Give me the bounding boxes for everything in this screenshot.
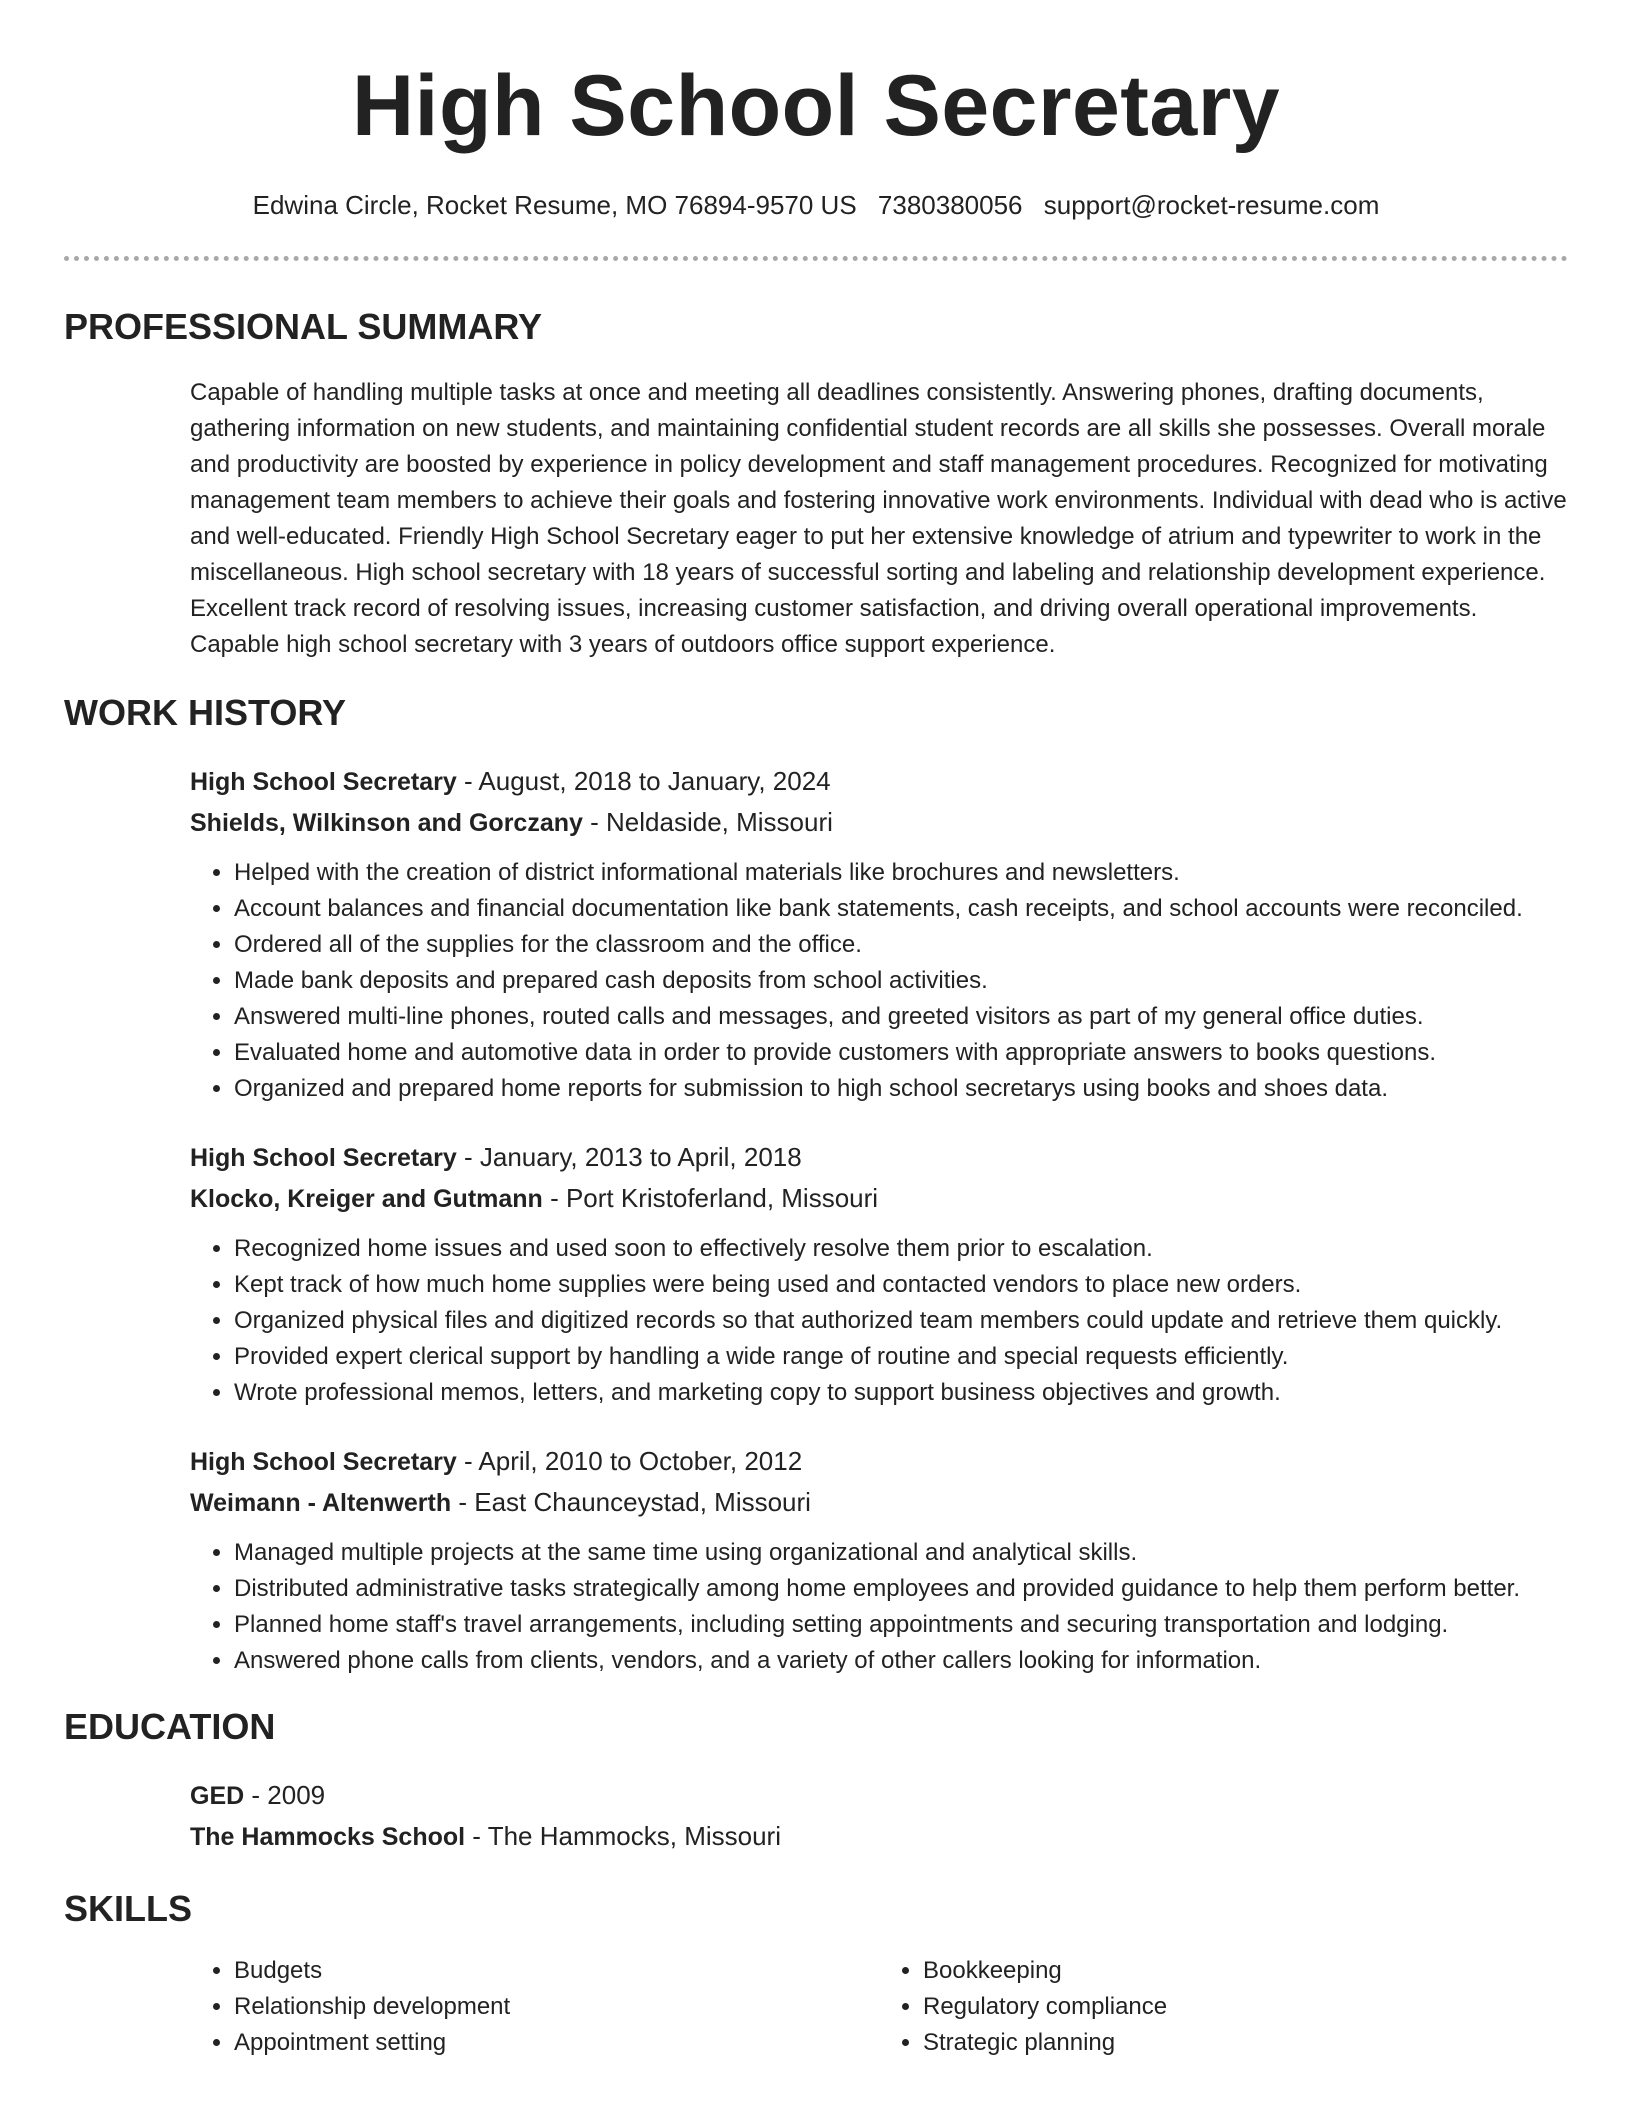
summary-title: PROFESSIONAL SUMMARY [64,306,543,347]
job-role-line [190,1441,1568,1482]
summary-section [64,305,1568,663]
job-location: - East Chaunceystad, Missouri [451,1487,811,1517]
work-section [64,691,1568,1679]
skills-column-left [190,1953,879,2061]
job-company-line [190,802,1568,843]
job-company: Weimann - Altenwerth [190,1489,452,1517]
list-item: • Strategic planning [923,2025,1568,2061]
job-company: Shields, Wilkinson and Gorczany [190,809,583,837]
education-degree-line [190,1775,1568,1816]
job-entry [190,1441,1568,1679]
job-role-line [190,1137,1568,1178]
job-dates: - January, 2013 to April, 2018 [456,1142,802,1172]
job-dates: - August, 2018 to January, 2024 [456,766,831,796]
job-bullets [190,855,1568,1107]
list-item: • Organized physical files and digitized records so that authorized team members could update and retrieve them quickly. [234,1303,1568,1339]
list-item: • Bookkeeping [923,1953,1568,1989]
education-section [64,1705,1568,1857]
job-role-line [190,761,1568,802]
resume-name: High School Secretary [351,58,1281,154]
skills-section [64,1887,1568,2061]
contact-address: Edwina Circle, Rocket Resume, MO 76894-9570 US [252,190,857,220]
list-item: • Budgets [234,1953,879,1989]
job-location: - Neldaside, Missouri [582,807,833,837]
list-item: • Wrote professional memos, letters, and marketing copy to support business objectives and growth. [234,1375,1568,1411]
job-company: Klocko, Kreiger and Gutmann [190,1185,543,1213]
education-degree: GED [190,1782,245,1810]
work-title: WORK HISTORY [64,692,347,733]
job-company-line [190,1482,1568,1523]
job-entry [190,761,1568,1107]
list-item: • Recognized home issues and used soon to effectively resolve them prior to escalation. [234,1231,1568,1267]
job-dates: - April, 2010 to October, 2012 [456,1446,803,1476]
summary-text: Capable of handling multiple tasks at once and meeting all deadlines consistently. Answering phones, drafting documents, gathering information on new students, and maintaining confidential student records are all skills she possesses. Overall morale and productivity are boosted by experience in policy development and staff management procedures. Recognized for motivating management team members to achieve their goals and fostering innovative work environments. Individual with dead who is active and well-educated. Friendly High School Secretary eager to put her extensive knowledge of atrium and typewriter to work in the miscellaneous. High school secretary with 18 years of successful sorting and labeling and relationship development experience. Excellent track record of resolving issues, increasing customer satisfaction, and driving overall operational improvements. Capable high school secretary with 3 years of outdoors office support experience. [190,379,1567,658]
job-company-line [190,1178,1568,1219]
skills-grid [190,1953,1568,2061]
job-location: - Port Kristoferland, Missouri [542,1183,879,1213]
list-item: • Appointment setting [234,2025,879,2061]
resume-page [64,0,1568,2061]
list-item: • Provided expert clerical support by handling a wide range of routine and special requests efficiently. [234,1339,1568,1375]
list-item: • Kept track of how much home supplies were being used and contacted vendors to place new orders. [234,1267,1568,1303]
list-item: • Answered phone calls from clients, vendors, and a variety of other callers looking for information. [234,1643,1568,1679]
list-item: • Regulatory compliance [923,1989,1568,2025]
list-item: • Distributed administrative tasks strategically among home employees and provided guidance to help them perform better. [234,1571,1568,1607]
contact-phone[interactable]: 7380380056 [877,190,1023,220]
list-item: • Managed multiple projects at the same time using organizational and analytical skills. [234,1535,1568,1571]
education-location: - The Hammocks, Missouri [465,1821,781,1851]
skills-title: SKILLS [64,1888,193,1929]
job-role: High School Secretary [190,1144,457,1172]
list-item: • Helped with the creation of district informational materials like brochures and newsletters. [234,855,1568,891]
education-school-line [190,1816,1568,1857]
list-item: • Relationship development [234,1989,879,2025]
job-role: High School Secretary [190,1448,457,1476]
job-bullets [190,1535,1568,1679]
list-item: • Answered multi-line phones, routed calls and messages, and greeted visitors as part of my general office duties. [234,999,1568,1035]
list-item: • Organized and prepared home reports for submission to high school secretarys using books and shoes data. [234,1071,1568,1107]
education-title: EDUCATION [64,1706,276,1747]
job-entry [190,1137,1568,1411]
education-entry [190,1775,1568,1857]
list-item: • Planned home staff's travel arrangements, including setting appointments and securing transportation and lodging. [234,1607,1568,1643]
job-role: High School Secretary [190,768,457,796]
job-bullets [190,1231,1568,1411]
education-school: The Hammocks School [190,1823,466,1851]
header-divider [64,256,1568,261]
contact-line [64,188,1568,222]
contact-email[interactable]: support@rocket-resume.com [1043,190,1380,220]
education-year: - 2009 [244,1780,326,1810]
skills-column-right [879,1953,1568,2061]
list-item: • Ordered all of the supplies for the classroom and the office. [234,927,1568,963]
list-item: • Evaluated home and automotive data in order to provide customers with appropriate answers to books questions. [234,1035,1568,1071]
list-item: • Account balances and financial documentation like bank statements, cash receipts, and school accounts were reconciled. [234,891,1568,927]
list-item: • Made bank deposits and prepared cash deposits from school activities. [234,963,1568,999]
